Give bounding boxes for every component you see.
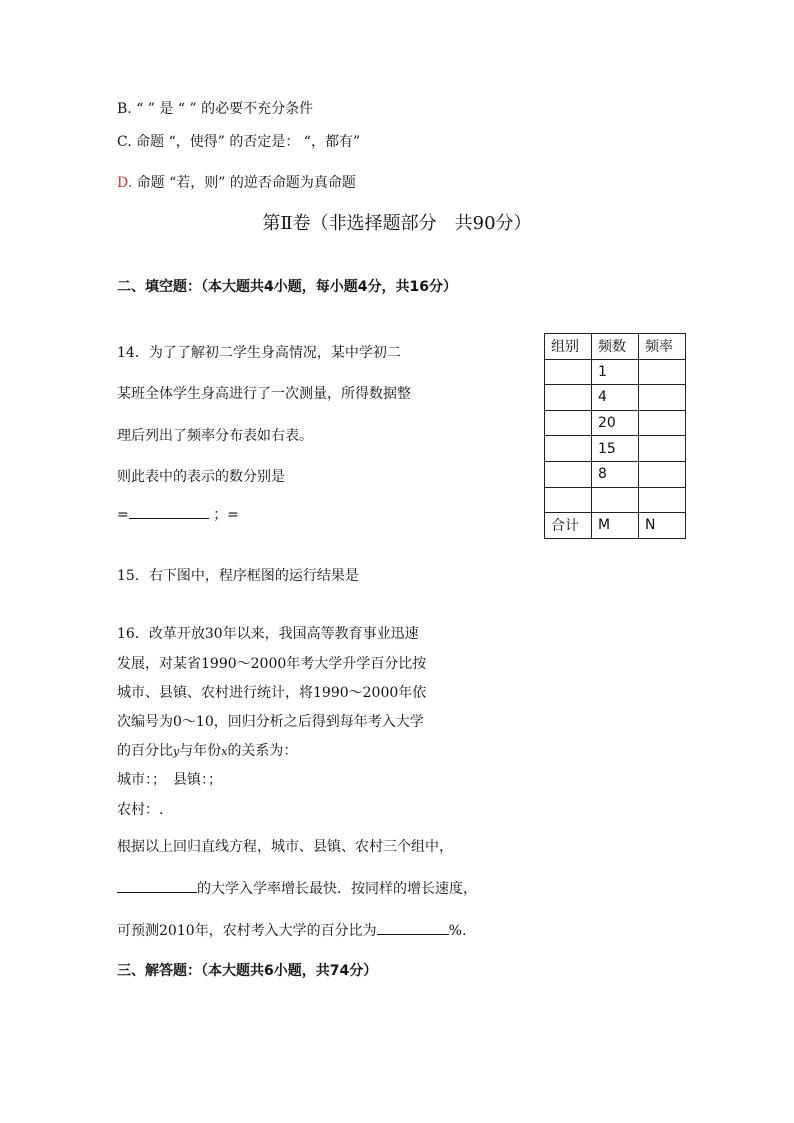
q16-line7: 农村：. bbox=[117, 802, 164, 818]
table-cell bbox=[639, 436, 686, 462]
q14-line4: 则此表中的表示的数分别是 bbox=[117, 469, 285, 485]
table-cell bbox=[545, 410, 592, 436]
q16-line4: 次编号为0～10，回归分析之后得到每年考入大学 bbox=[117, 714, 424, 730]
q14-eq-a: = bbox=[117, 507, 129, 523]
q14-blank-1[interactable] bbox=[129, 504, 209, 519]
option-c bbox=[117, 133, 360, 151]
table-row bbox=[545, 513, 686, 539]
q16-line3: 城市、县镇、农村进行统计，将1990～2000年依 bbox=[117, 685, 427, 701]
q16-line8: 根据以上回归直线方程，城市、县镇、农村三个组中， bbox=[117, 839, 453, 855]
q14-eq-b: ；= bbox=[213, 507, 239, 523]
q16-blank-1[interactable] bbox=[117, 878, 197, 893]
q16-line10-b: %. bbox=[448, 923, 467, 939]
q16-line10-a: 可预测2010年，农村考入大学的百分比为 bbox=[117, 923, 377, 939]
table-header-cell: 频数 bbox=[592, 334, 639, 360]
table-cell: M bbox=[592, 513, 639, 539]
q14-line3: 理后列出了频率分布表如右表。 bbox=[117, 428, 313, 444]
table-cell: 20 bbox=[592, 410, 639, 436]
option-c-text: 命题 “，使得” 的否定是： “，都有” bbox=[136, 134, 361, 150]
q16-line1: 16．改革开放30年以来，我国高等教育事业迅速 bbox=[117, 626, 419, 642]
table-cell: 合计 bbox=[545, 513, 592, 539]
table-cell bbox=[639, 385, 686, 411]
table-cell bbox=[639, 410, 686, 436]
table-cell bbox=[592, 487, 639, 513]
q14-line5 bbox=[117, 504, 239, 524]
option-b-text: “ ” 是 “ ” 的必要不充分条件 bbox=[136, 101, 314, 117]
table-cell bbox=[545, 385, 592, 411]
table-cell: 15 bbox=[592, 436, 639, 462]
table-cell bbox=[545, 359, 592, 385]
q16-line10 bbox=[117, 920, 466, 940]
q14-line1: 14．为了了解初二学生身高情况，某中学初二 bbox=[117, 345, 401, 361]
table-cell: 1 bbox=[592, 359, 639, 385]
q16-line2: 发展，对某省1990～2000年考大学升学百分比按 bbox=[117, 656, 427, 672]
option-d-text: 命题 “若，则” 的逆否命题为真命题 bbox=[136, 175, 356, 191]
table-row bbox=[545, 436, 686, 462]
table-row bbox=[545, 385, 686, 411]
option-b bbox=[117, 100, 313, 118]
table-cell bbox=[639, 359, 686, 385]
q14-line2: 某班全体学生身高进行了一次测量，所得数据整 bbox=[117, 386, 411, 402]
table-cell bbox=[545, 436, 592, 462]
table-cell bbox=[545, 487, 592, 513]
table-header-cell: 组别 bbox=[545, 334, 592, 360]
frequency-table bbox=[544, 333, 686, 539]
section2-heading: 二、填空题：（本大题共4小题，每小题4分，共16分） bbox=[117, 279, 457, 295]
table-row bbox=[545, 461, 686, 487]
option-c-letter: C. bbox=[117, 134, 132, 150]
table-header-row bbox=[545, 334, 686, 360]
table-header-cell: 频率 bbox=[639, 334, 686, 360]
q16-line9-b: 的大学入学率增长最快．按同样的增长速度， bbox=[197, 881, 477, 897]
table-cell: N bbox=[639, 513, 686, 539]
table-row bbox=[545, 487, 686, 513]
table-cell: 4 bbox=[592, 385, 639, 411]
q16-line6: 城市：； 县镇：； bbox=[117, 772, 222, 788]
table-cell bbox=[639, 461, 686, 487]
q16-var-x: x bbox=[221, 745, 228, 758]
part2-title: 第Ⅱ卷（非选择题部分 共90分） bbox=[262, 213, 532, 234]
q16-line5-a: 的百分比 bbox=[117, 743, 173, 759]
table-row bbox=[545, 410, 686, 436]
section3-heading: 三、解答题：（本大题共6小题，共74分） bbox=[117, 963, 378, 979]
q16-line5-b: 与年份 bbox=[179, 743, 222, 759]
table-cell bbox=[639, 487, 686, 513]
q16-blank-2[interactable] bbox=[377, 920, 449, 935]
table-cell: 8 bbox=[592, 461, 639, 487]
q16-line5-c: 的关系为： bbox=[227, 743, 298, 759]
option-d-letter: D. bbox=[117, 175, 133, 191]
option-b-letter: B. bbox=[117, 101, 132, 117]
table-cell bbox=[545, 461, 592, 487]
q16-line9 bbox=[117, 878, 477, 898]
table-row bbox=[545, 359, 686, 385]
q16-line5 bbox=[117, 742, 297, 761]
q16-var-y: y bbox=[173, 745, 180, 758]
option-d bbox=[117, 174, 356, 192]
q15-line1: 15．右下图中，程序框图的运行结果是 bbox=[117, 568, 359, 584]
